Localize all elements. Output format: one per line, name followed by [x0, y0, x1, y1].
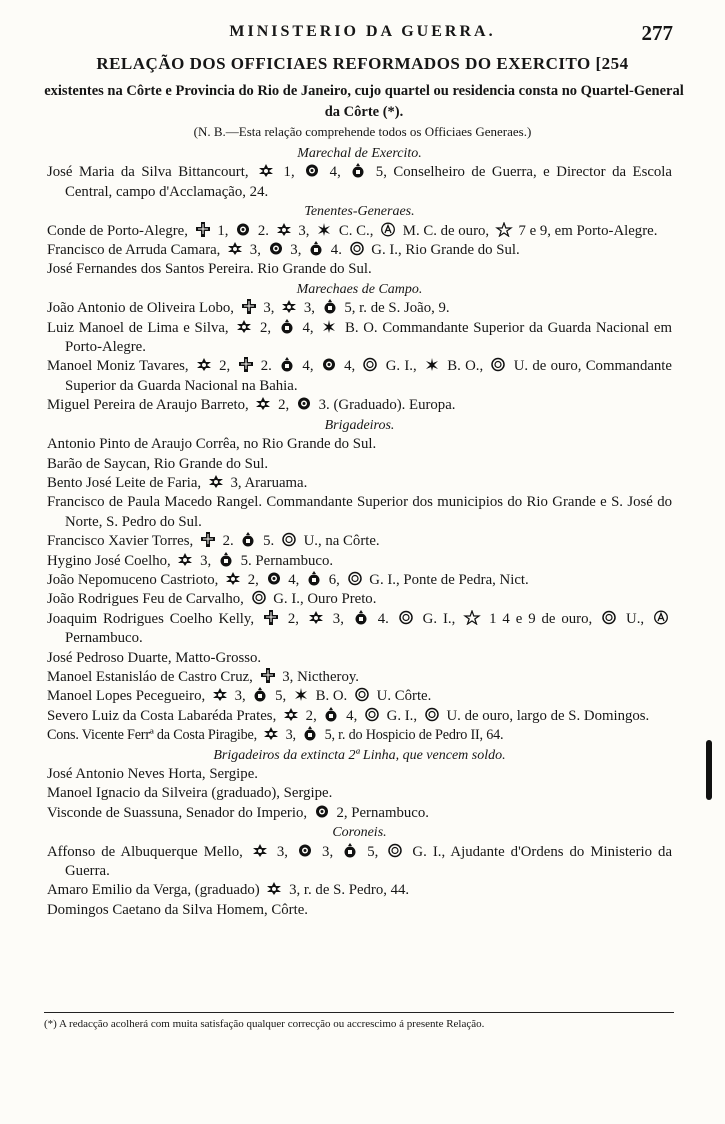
entry-text: U. de ouro, Commandante Superior da Guarda Nacional na Bahia. — [65, 358, 672, 394]
entry-text: G. I., — [381, 358, 421, 375]
christ-order-icon — [257, 668, 279, 683]
entry-text: 4, — [342, 707, 361, 724]
entry-text: Luiz Manoel de Lima e Silva, — [47, 319, 234, 336]
section-heading: Coroneis. — [332, 825, 387, 841]
ring-medal-icon — [248, 590, 270, 605]
entry-text: G. I., — [382, 707, 421, 724]
running-header — [0, 20, 725, 48]
entry-text: Miguel Pereira de Araujo Barreto, — [47, 397, 253, 414]
ring-medal-icon — [278, 532, 300, 547]
entry-text: José Pedroso Duarte, Matto-Grosso. — [47, 649, 262, 666]
running-header-title: MINISTERIO DA GUERRA. — [229, 23, 496, 40]
ring-medal-icon — [421, 707, 443, 722]
entry-text: 2, — [244, 571, 263, 588]
entry-text: G. I., Ouro Preto. — [269, 591, 377, 608]
star-order-icon — [318, 319, 340, 334]
christ-order-icon — [238, 299, 260, 314]
entry-text: 3, — [316, 843, 340, 860]
document-subtitle: existentes na Côrte e Provincia do Rio de Janeiro, cujo quartel ou residencia consta no Quartel-General da Côrte (*). — [44, 83, 684, 120]
cross-order-icon — [209, 687, 231, 702]
entry-text: 5. — [259, 533, 278, 550]
rose-order-icon — [265, 241, 287, 256]
entry-text: Domingos Caetano da Silva Homem, Côrte. — [47, 901, 308, 918]
entry-text: 3. (Graduado). Europa. — [314, 397, 456, 414]
tower-order-icon — [319, 299, 341, 314]
section-heading: Marechaes de Campo. — [296, 281, 423, 297]
entry-text: 1, — [213, 222, 233, 239]
entry-text: João Rodrigues Feu de Carvalho, — [47, 591, 248, 608]
ring-medal-icon — [344, 571, 366, 586]
officer-entry — [47, 532, 672, 551]
entry-text: Antonio Pinto de Araujo Corrêa, no Rio Grande do Sul. — [47, 436, 377, 453]
entry-text: G. I., Rio Grande do Sul. — [367, 242, 520, 259]
entry-text: Manoel Ignacio da Silveira (graduado), Sergipe. — [47, 785, 333, 802]
document-title: RELAÇÃO DOS OFFICIAES REFORMADOS DO EXERCITO [254 — [96, 54, 629, 73]
entry-text: Affonso de Albuquerque Mello, — [47, 843, 249, 860]
cross-order-icon — [278, 299, 300, 314]
tower-order-icon — [320, 707, 342, 722]
entry-text: 2, — [301, 707, 321, 724]
entry-text: 1, — [277, 164, 302, 181]
entry-text: 3, — [246, 242, 265, 259]
entry-text: 2. — [254, 222, 273, 239]
officer-entry — [47, 726, 672, 745]
entry-text: 2. — [256, 358, 277, 375]
cross-order-icon — [205, 474, 227, 489]
entry-text: 3, — [294, 222, 314, 239]
entry-text: B. O., — [442, 358, 488, 375]
entry-text: José Maria da Silva Bittancourt, — [47, 164, 256, 181]
cross-order-icon — [280, 707, 302, 722]
ring-medal-icon — [598, 610, 620, 625]
entry-text: M. C. de ouro, — [399, 222, 493, 239]
entry-text: 3, Nictheroy. — [278, 668, 359, 685]
star-order-icon — [421, 357, 443, 372]
ring-medal-icon — [395, 610, 417, 625]
footnote-rule — [44, 1012, 674, 1013]
christ-order-icon — [235, 357, 257, 372]
rose-order-icon — [311, 804, 333, 819]
entry-text: 6, — [325, 571, 344, 588]
entry-text: 3, — [282, 727, 300, 744]
tower-order-icon — [339, 843, 361, 858]
entry-text: B. O. Commandante Superior da Guarda Nacional em Porto-Alegre. — [65, 319, 673, 356]
entry-text: 3, r. de S. Pedro, 44. — [285, 882, 410, 899]
rose-order-icon — [263, 571, 285, 586]
entry-text: Cons. Vicente Ferrª da Costa Piragibe, — [47, 727, 261, 744]
officer-entry — [47, 765, 672, 784]
entry-text: 4, — [284, 571, 304, 588]
entry-text: 1 4 e 9 de ouro, — [483, 610, 599, 627]
officer-entry — [47, 571, 672, 590]
entry-text: 5, r. do Hospicio de Pedro II, 64. — [321, 727, 504, 744]
entry-text: Conde de Porto-Alegre, — [47, 222, 192, 239]
officer-entry — [47, 881, 672, 900]
officer-list — [47, 144, 672, 920]
entry-text: 5, r. de S. João, 9. — [340, 300, 450, 317]
entry-text: 3, — [326, 610, 350, 627]
ring-medal-icon — [346, 241, 368, 256]
cross-order-icon — [260, 726, 282, 741]
cross-order-icon — [249, 843, 271, 858]
star-order-icon — [313, 222, 335, 237]
campaign-star-icon — [493, 222, 515, 237]
entry-text: 3, — [300, 300, 319, 317]
entry-text: 3, — [259, 300, 279, 317]
entry-text: João Antonio de Oliveira Lobo, — [47, 300, 238, 317]
cross-order-icon — [255, 163, 277, 178]
entry-text: 3, — [270, 843, 295, 860]
tower-order-icon — [347, 163, 369, 178]
entry-text: 2, Pernambuco. — [332, 804, 429, 821]
entry-text: 3, Araruama. — [226, 474, 308, 491]
cross-order-icon — [252, 396, 274, 411]
entry-text: 2, — [214, 358, 235, 375]
entry-text: Bento José Leite de Faria, — [47, 474, 205, 491]
editorial-note: (N. B.—Esta relação comprehende todos os Officiaes Generaes.) — [193, 124, 532, 139]
entry-text: João Nepomuceno Castrioto, — [47, 571, 223, 588]
tower-order-icon — [305, 241, 327, 256]
entry-text: 4, — [323, 164, 348, 181]
entry-text: 2, — [274, 397, 293, 414]
officer-entry — [47, 260, 672, 279]
officer-entry — [47, 784, 672, 803]
cross-order-icon — [233, 319, 255, 334]
cross-order-icon — [193, 357, 215, 372]
officer-entry — [47, 668, 672, 687]
entry-text: Joaquim Rodrigues Coelho Kelly, — [47, 610, 260, 627]
entry-text: 3, — [286, 242, 306, 259]
officer-entry — [47, 319, 672, 358]
ring-medal-icon — [359, 357, 381, 372]
rose-order-icon — [318, 357, 340, 372]
page-number: 277 — [641, 21, 673, 45]
entry-text: B. O. — [311, 688, 351, 705]
christ-order-icon — [197, 532, 219, 547]
section-heading: Brigadeiros da extincta 2ª Linha, que vencem soldo. — [213, 747, 506, 763]
officer-entry — [47, 241, 672, 260]
section-heading: Marechal de Exercito. — [297, 146, 422, 161]
entry-text: 4. — [327, 242, 346, 259]
ring-medal-icon — [384, 843, 406, 858]
entry-text: 2, — [255, 319, 276, 336]
circled-a-medal-icon — [650, 610, 672, 625]
entry-text: 5. Pernambuco. — [236, 552, 334, 569]
entry-text: 4. — [371, 610, 395, 627]
ring-medal-icon — [361, 707, 383, 722]
tower-order-icon — [276, 319, 298, 334]
officer-entry — [47, 552, 672, 571]
tower-order-icon — [350, 610, 372, 625]
entry-text: 5, — [361, 843, 385, 860]
officer-entry — [47, 493, 672, 532]
section-heading: Brigadeiros. — [324, 417, 395, 433]
entry-text: 4, — [339, 358, 360, 375]
officer-entry — [47, 474, 672, 493]
cross-order-icon — [224, 241, 246, 256]
tower-order-icon — [276, 357, 298, 372]
cross-order-icon — [273, 222, 295, 237]
entry-text: U., — [620, 610, 651, 627]
rose-order-icon — [301, 163, 323, 178]
entry-text: 4, — [298, 358, 318, 375]
entry-text: U. Côrte. — [372, 688, 432, 705]
entry-text: U., na Côrte. — [299, 533, 380, 550]
entry-text: Amaro Emilio da Verga, (graduado) — [47, 882, 264, 899]
star-order-icon — [290, 687, 312, 702]
entry-text: Francisco de Paula Macedo Rangel. Commandante Superior dos municipios do Rio Grande e S. José do Norte, S. Pedro do Sul. — [47, 494, 672, 530]
entry-text: Severo Luiz da Costa Labaréda Prates, — [47, 707, 280, 724]
rose-order-icon — [294, 843, 316, 858]
entry-text: Francisco de Arruda Camara, — [47, 242, 225, 259]
entry-text: 4, — [297, 319, 319, 336]
entry-text: 5, — [271, 688, 290, 705]
section-heading: Tenentes-Generaes. — [304, 204, 415, 220]
entry-text: G. I., — [416, 610, 462, 627]
tower-order-icon — [299, 726, 321, 741]
campaign-star-icon — [461, 610, 483, 625]
officer-entry — [47, 687, 672, 706]
ring-medal-icon — [487, 357, 509, 372]
cross-order-icon — [174, 552, 196, 567]
officer-entry — [47, 396, 672, 415]
tower-order-icon — [237, 532, 259, 547]
officer-entry — [47, 843, 672, 882]
entry-text: Visconde de Suassuna, Senador do Imperio, — [47, 804, 311, 821]
entry-text: Manoel Moniz Tavares, — [47, 358, 193, 375]
officer-entry — [47, 357, 672, 396]
entry-text: Francisco Xavier Torres, — [47, 533, 197, 550]
cross-order-icon — [222, 571, 244, 586]
officer-entry — [47, 649, 672, 668]
page-edge-mark — [706, 740, 712, 800]
officer-entry — [47, 299, 672, 318]
entry-text: José Antonio Neves Horta, Sergipe. — [47, 766, 258, 782]
officer-entry — [47, 901, 672, 920]
entry-text: G. I., Ponte de Pedra, Nict. — [365, 571, 529, 588]
cross-order-icon — [263, 881, 285, 896]
officer-entry — [47, 222, 672, 241]
officer-entry — [47, 610, 672, 649]
officer-entry — [47, 455, 672, 474]
entry-text: Hygino José Coelho, — [47, 552, 175, 569]
tower-order-icon — [303, 571, 325, 586]
officer-entry — [47, 435, 672, 454]
tower-order-icon — [249, 687, 271, 702]
entry-text: Barão de Saycan, Rio Grande do Sul. — [47, 455, 269, 472]
officer-entry — [47, 804, 672, 823]
entry-text: 3, — [230, 688, 250, 705]
footnote: (*) A redacção acolherá com muita satisfação qualquer correcção ou accrescimo á presente Relação. — [44, 1018, 485, 1030]
entry-text: Pernambuco. — [65, 630, 143, 647]
christ-order-icon — [260, 610, 282, 625]
entry-text: José Fernandes dos Santos Pereira. Rio Grande do Sul. — [47, 261, 372, 278]
tower-order-icon — [215, 552, 237, 567]
entry-text: 2, — [281, 610, 305, 627]
entry-text: U. de ouro, largo de S. Domingos. — [442, 707, 650, 724]
officer-entry — [47, 590, 672, 609]
entry-text: Manoel Lopes Pecegueiro, — [47, 688, 209, 705]
rose-order-icon — [232, 222, 254, 237]
entry-text: 2. — [218, 533, 238, 550]
cross-order-icon — [305, 610, 327, 625]
christ-order-icon — [192, 222, 214, 237]
ring-medal-icon — [351, 687, 373, 702]
entry-text: 5, Conselheiro de Guerra, e Director da Escola Central, campo d'Acclamação, 24. — [65, 164, 672, 200]
rose-order-icon — [293, 396, 315, 411]
entry-text: 7 e 9, em Porto-Alegre. — [514, 222, 658, 239]
entry-text: C. C., — [335, 222, 378, 239]
officer-entry — [47, 163, 672, 202]
entry-text: 3, — [196, 552, 215, 569]
circled-a-medal-icon — [377, 222, 399, 237]
entry-text: Manoel Estanisláo de Castro Cruz, — [47, 668, 257, 685]
officer-entry — [47, 707, 672, 726]
entry-text: G. I., Ajudante d'Ordens do Ministerio da Guerra. — [65, 843, 673, 880]
